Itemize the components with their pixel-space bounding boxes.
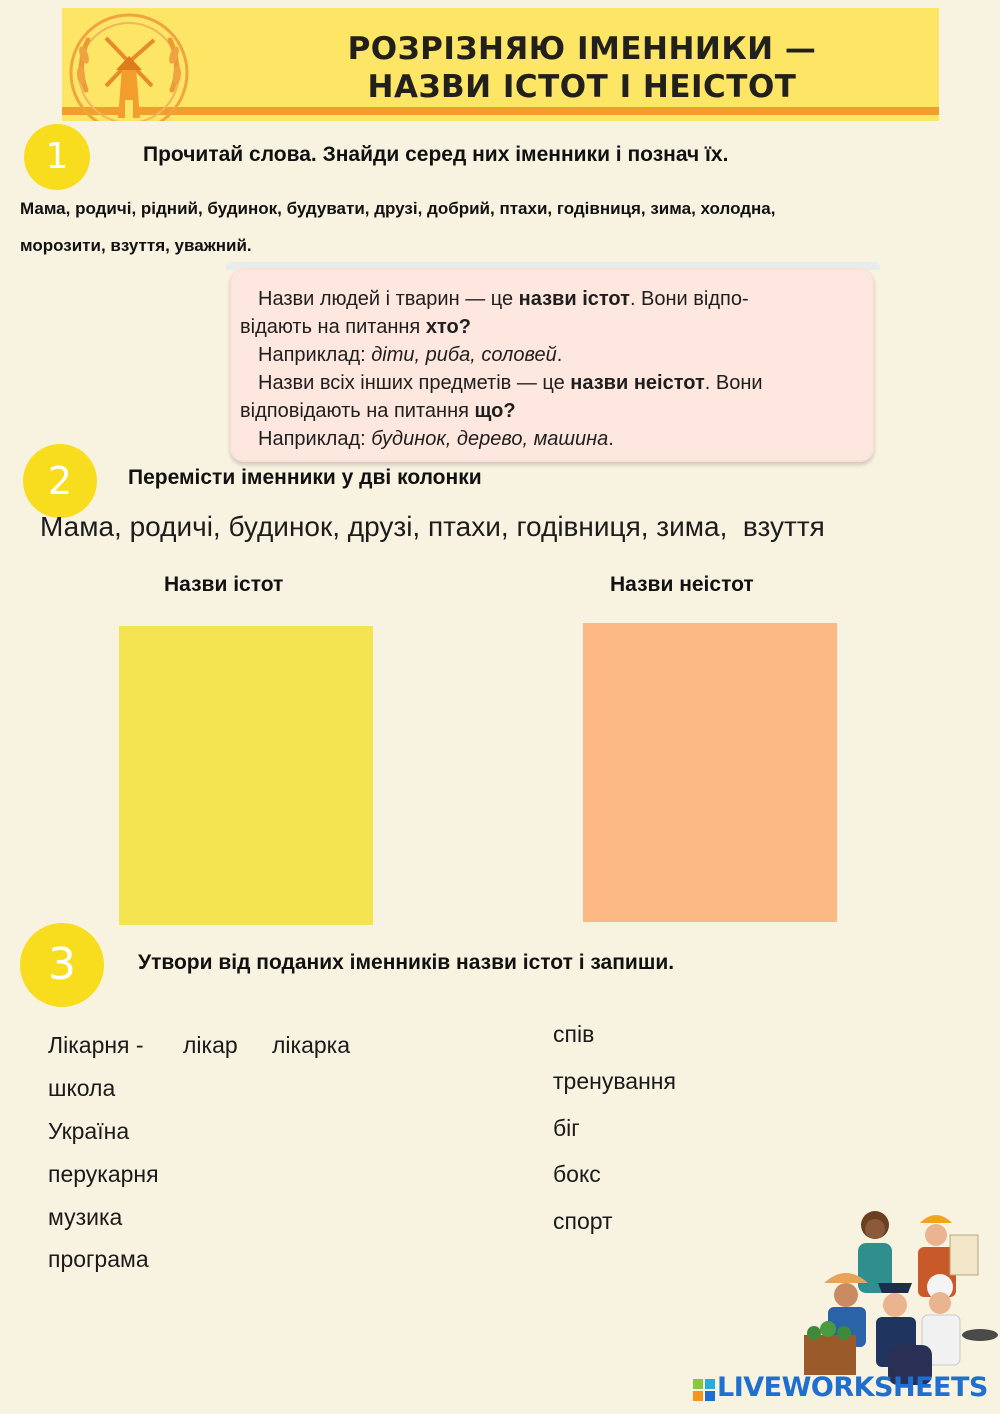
word-item-left: школа xyxy=(48,1075,116,1101)
rule-question-what: що? xyxy=(474,400,516,422)
task2-draggable-words[interactable]: Мама, родичі, будинок, друзі, птахи, годівниця, зима, взуття xyxy=(40,511,825,542)
task-number-1: 1 xyxy=(24,124,90,190)
rule-line-2 xyxy=(240,313,471,341)
rule-line-4 xyxy=(258,369,763,397)
rule-example-nonliving: будинок, дерево, машина xyxy=(371,428,609,450)
header-banner xyxy=(62,8,939,121)
windmill-wheat-logo-icon xyxy=(66,10,192,121)
rule-line-6 xyxy=(258,425,614,453)
word-item-left: Україна xyxy=(48,1118,130,1144)
rule-term-living: назви істот xyxy=(518,288,630,310)
rule-text: . Вони відпо- xyxy=(629,288,749,310)
rule-text: . Вони xyxy=(704,372,763,394)
task3-instruction: Утвори від поданих іменників назви істот і запиши. xyxy=(138,951,675,974)
task-number-2: 2 xyxy=(23,444,97,518)
task1-word-list xyxy=(20,190,980,264)
banner-stripe xyxy=(62,107,939,115)
rule-line-3 xyxy=(258,341,562,369)
rule-text: відповідають на питання xyxy=(240,400,475,422)
rule-text: Наприклад: xyxy=(258,344,372,366)
word-item-right: біг xyxy=(553,1115,580,1141)
task1-instruction: Прочитай слова. Знайди серед них іменники і познач їх. xyxy=(143,143,729,166)
rule-text: Назви всіх інших предметів — це xyxy=(258,372,571,394)
example-answer-2: лікарка xyxy=(272,1032,351,1058)
rule-question-who: хто? xyxy=(425,316,471,338)
title-line-2: НАЗВИ ІСТОТ І НЕІСТОТ xyxy=(367,69,797,105)
liveworksheets-brand[interactable]: LIVEWORKSHEETS xyxy=(717,1372,988,1403)
task2-instruction: Перемісти іменники у дві колонки xyxy=(128,466,482,489)
rule-line-1 xyxy=(258,285,749,313)
drop-zone-living[interactable] xyxy=(119,626,373,925)
word-item-right: тренування xyxy=(553,1068,676,1094)
task1-words-line-1[interactable]: Мама, родичі, рідний, будинок, будувати, друзі, добрий, птахи, годівниця, зима, холодна, xyxy=(20,199,776,218)
liveworksheets-grid-icon xyxy=(693,1379,715,1401)
column-title-living: Назви істот xyxy=(164,573,284,596)
drop-zone-nonliving[interactable] xyxy=(583,623,837,922)
rule-term-nonliving: назви неістот xyxy=(570,372,705,394)
rule-box xyxy=(230,268,874,462)
word-item-left: музика xyxy=(48,1204,123,1230)
task1-words-line-2[interactable]: морозити, взуття, уважний. xyxy=(20,236,252,255)
task-number-3: 3 xyxy=(20,923,104,1007)
rule-text: Наприклад: xyxy=(258,428,372,450)
word-item-left: програма xyxy=(48,1246,149,1272)
word-item-left: перукарня xyxy=(48,1161,159,1187)
rule-text: . xyxy=(556,344,563,366)
word-item-right: спів xyxy=(553,1021,595,1047)
rule-text: Назви людей і тварин — це xyxy=(258,288,519,310)
word-item-right: спорт xyxy=(553,1208,613,1234)
rule-example-living: діти, риба, соловей xyxy=(371,344,557,366)
title-line-1: РОЗРІЗНЯЮ ІМЕННИКИ — xyxy=(347,31,817,67)
page-title xyxy=(292,30,872,106)
rule-text: відають на питання xyxy=(240,316,426,338)
rule-text: . xyxy=(608,428,614,450)
example-answer-1: лікар xyxy=(183,1032,238,1058)
word-item-right: бокс xyxy=(553,1161,601,1187)
professions-people-illustration-icon xyxy=(800,1195,1000,1385)
column-title-nonliving: Назви неістот xyxy=(610,573,754,596)
rule-line-5 xyxy=(240,397,516,425)
example-word: Лікарня - xyxy=(48,1032,144,1058)
